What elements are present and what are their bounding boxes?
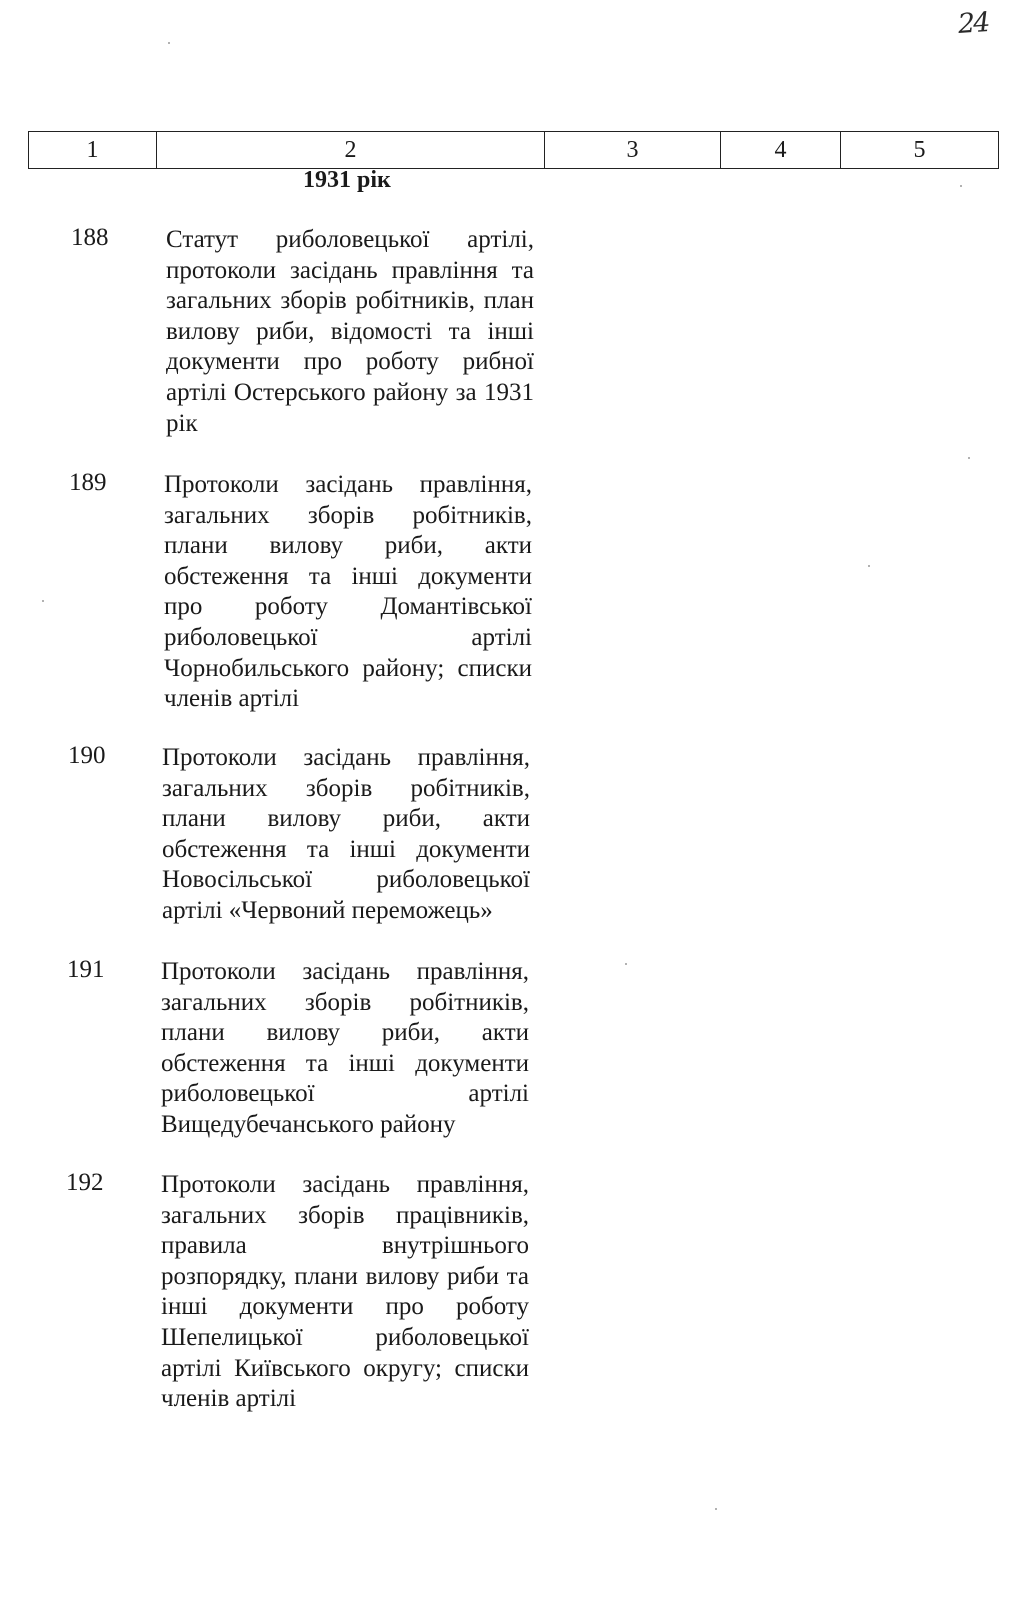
column-header-1: 1 [29,132,157,169]
column-header-3: 3 [545,132,721,169]
scan-speck [868,565,870,567]
scan-speck [625,963,627,965]
column-header-4: 4 [721,132,841,169]
scan-speck [715,1508,717,1510]
entry-description: Статут риболовецької артілі, протоколи засідань правління та загальних зборів робітників, план вилову риби, відомості та інші документи про роботу рибної артілі Остерського району за 1931 рік [166,226,534,437]
scan-speck [968,457,970,459]
entry-number: 190 [68,742,106,769]
entry-description: Протоколи засідань правління, загальних зборів робітників, плани вилову риби, акти обстеження та інші документи риболовецької артілі Вищедубечанського району [161,958,529,1138]
column-header-5: 5 [841,132,999,169]
column-header-2: 2 [157,132,545,169]
entry-number: 189 [69,469,107,496]
scan-speck [960,185,962,187]
entry-description: Протоколи засідань правління, загальних зборів працівників, правила внутрішнього розпорядку, плани вилову риби та інші документи про роботу Шепелицької риболовецької артілі Київського округу; списки членів артілі [161,1171,529,1413]
entry-description: Протоколи засідань правління, загальних зборів робітників, плани вилову риби, акти обстеження та інші документи Новосільської риболовецької артілі «Червоний переможець» [162,744,530,924]
scan-speck [42,600,44,602]
year-heading: 1931 рік [303,167,391,193]
handwritten-page-number: 24 [956,6,990,41]
column-header-table [28,131,999,169]
entry-number: 192 [66,1169,104,1196]
entry-description: Протоколи засідань правління, загальних зборів робітників, плани вилову риби, акти обстеження та інші документи про роботу Домантівської риболовецької артілі Чорнобильського району; списки членів артілі [164,471,532,713]
scan-speck [168,42,170,44]
entry-number: 191 [67,956,105,983]
entry-number: 188 [71,224,109,251]
